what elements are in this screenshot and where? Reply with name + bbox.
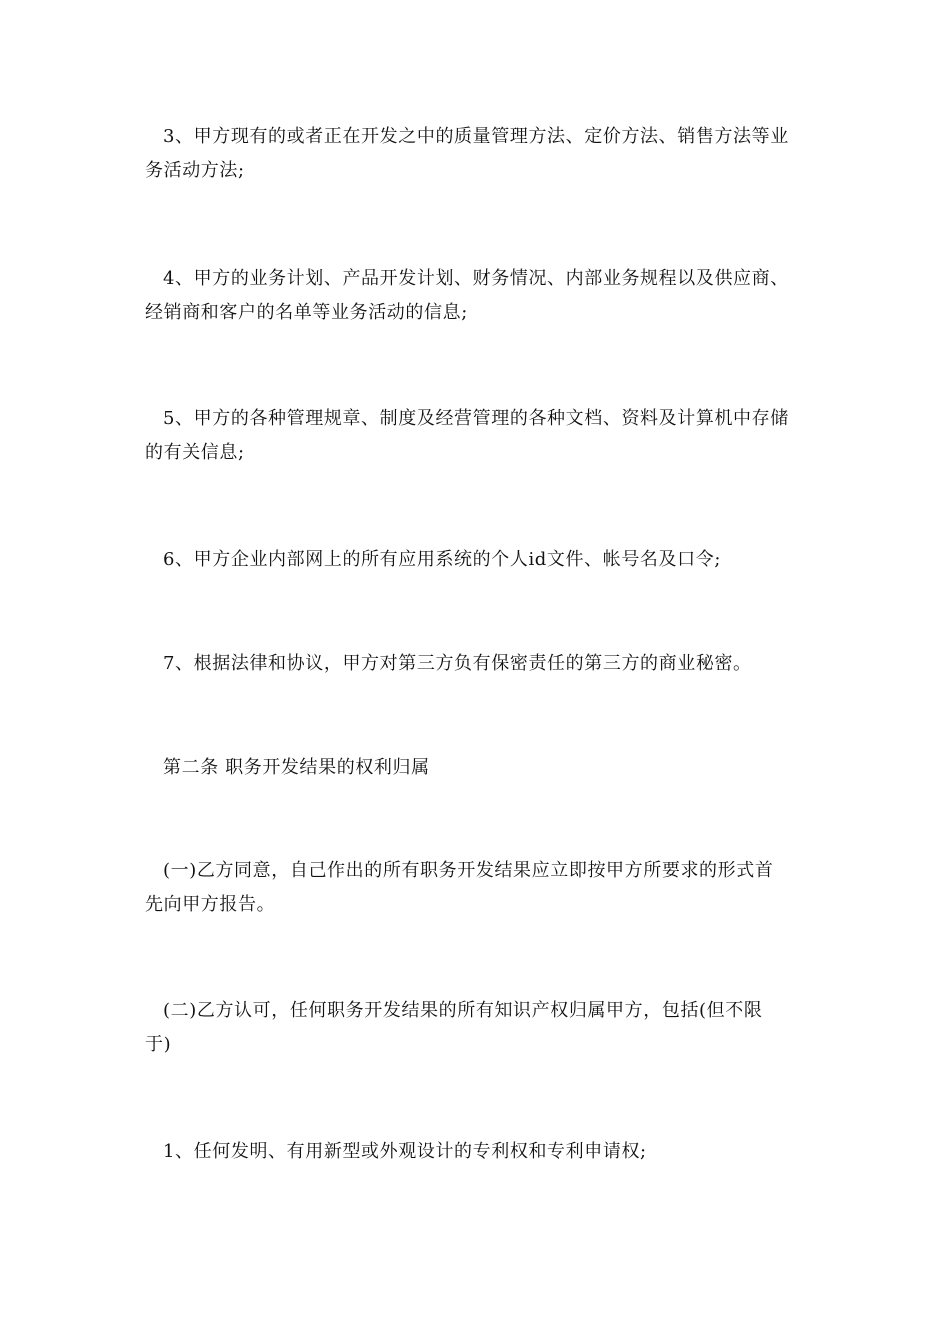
text-line: 3、甲方现有的或者正在开发之中的质量管理方法、定价方法、销售方法等业 [163, 126, 789, 147]
text-line: 5、甲方的各种管理规章、制度及经营管理的各种文档、资料及计算机中存储 [163, 408, 789, 429]
text-line: 务活动方法; [145, 160, 245, 181]
clause-item-7 [145, 647, 810, 681]
clause-item-3 [145, 120, 810, 188]
text-line: 经销商和客户的名单等业务活动的信息; [145, 302, 468, 323]
text-line: 4、甲方的业务计划、产品开发计划、财务情况、内部业务规程以及供应商、 [163, 268, 789, 289]
text-line: 的有关信息; [145, 442, 245, 463]
text-line: (二)乙方认可，任何职务开发结果的所有知识产权归属甲方，包括(但不限 [163, 1000, 763, 1021]
section-heading [145, 751, 810, 785]
text-line: 先向甲方报告。 [145, 894, 276, 915]
clause-item-1 [145, 1135, 810, 1169]
text-line: 7、根据法律和协议，甲方对第三方负有保密责任的第三方的商业秘密。 [163, 653, 752, 674]
clause-paragraph-1 [145, 854, 810, 922]
text-line: (一)乙方同意，自己作出的所有职务开发结果应立即按甲方所要求的形式首 [163, 860, 774, 881]
text-line: 于) [145, 1034, 172, 1055]
text-line: 第二条 职务开发结果的权利归属 [163, 757, 430, 778]
text-line: 6、甲方企业内部网上的所有应用系统的个人id文件、帐号名及口令; [163, 549, 721, 570]
clause-item-6 [145, 543, 810, 577]
text-line: 1、任何发明、有用新型或外观设计的专利权和专利申请权; [163, 1141, 647, 1162]
clause-item-5 [145, 402, 810, 470]
clause-paragraph-2 [145, 994, 810, 1062]
clause-item-4 [145, 262, 810, 330]
